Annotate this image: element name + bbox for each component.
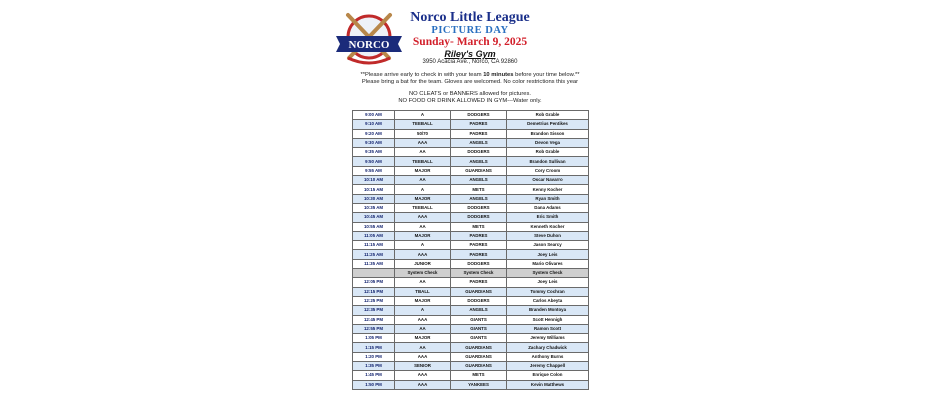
table-row: [353, 269, 589, 278]
table-row: [353, 371, 589, 380]
division-cell: A: [395, 185, 451, 194]
time-cell: 12:15 PM: [353, 287, 395, 296]
arrival-note: **Please arrive early to check in with your team 10 minutes before your time below.**: [360, 72, 580, 78]
table-row: [353, 259, 589, 268]
manager-cell: Carlos Abeyta: [507, 296, 589, 305]
time-cell: 10:55 AM: [353, 222, 395, 231]
manager-cell: Joey Leis: [507, 278, 589, 287]
team-cell: DODGERS: [451, 296, 507, 305]
time-cell: [353, 269, 395, 278]
time-cell: 1:05 PM: [353, 334, 395, 343]
time-cell: 1:15 PM: [353, 343, 395, 352]
division-cell: AA: [395, 176, 451, 185]
manager-cell: Brandon Sisson: [507, 129, 589, 138]
division-cell: A: [395, 306, 451, 315]
table-row: [353, 352, 589, 361]
event-title: PICTURE DAY: [431, 25, 509, 36]
division-cell: 50/70: [395, 129, 451, 138]
food-note: NO FOOD OR DRINK ALLOWED IN GYM---Water only.: [398, 98, 542, 104]
team-cell: PADRES: [451, 120, 507, 129]
table-row: [353, 185, 589, 194]
time-cell: 9:30 AM: [353, 138, 395, 147]
time-cell: 10:45 AM: [353, 213, 395, 222]
arrival-notes: [330, 72, 610, 86]
time-cell: 12:25 PM: [353, 296, 395, 305]
manager-cell: Rob Grable: [507, 111, 589, 120]
table-row: [353, 287, 589, 296]
team-cell: GIANTS: [451, 315, 507, 324]
manager-cell: Ramon Scott: [507, 324, 589, 333]
time-cell: 1:20 PM: [353, 352, 395, 361]
team-cell: PADRES: [451, 129, 507, 138]
restriction-notes: [330, 91, 610, 105]
manager-cell: Jeremy Chappell: [507, 362, 589, 371]
division-cell: A: [395, 241, 451, 250]
team-cell: PADRES: [451, 231, 507, 240]
division-cell: TBALL: [395, 287, 451, 296]
table-row: [353, 176, 589, 185]
team-cell: METS: [451, 222, 507, 231]
manager-cell: Scott Hennigh: [507, 315, 589, 324]
manager-cell: Brandon Sullivan: [507, 157, 589, 166]
time-cell: 11:05 AM: [353, 231, 395, 240]
manager-cell: Eric Smith: [507, 213, 589, 222]
table-row: [353, 306, 589, 315]
time-cell: 9:35 AM: [353, 148, 395, 157]
team-cell: PADRES: [451, 250, 507, 259]
team-cell: GUARDIANS: [451, 287, 507, 296]
division-cell: AAA: [395, 371, 451, 380]
division-cell: System Check: [395, 269, 451, 278]
time-cell: 12:55 PM: [353, 324, 395, 333]
table-row: [353, 231, 589, 240]
time-cell: 1:35 PM: [353, 362, 395, 371]
table-row: [353, 129, 589, 138]
division-cell: A: [395, 111, 451, 120]
team-cell: METS: [451, 371, 507, 380]
table-row: [353, 194, 589, 203]
manager-cell: Dana Adams: [507, 203, 589, 212]
division-cell: AA: [395, 343, 451, 352]
league-title: Norco Little League: [410, 10, 530, 25]
table-row: [353, 203, 589, 212]
division-cell: AA: [395, 148, 451, 157]
time-cell: 1:45 PM: [353, 371, 395, 380]
logo-text: NORCO: [348, 39, 390, 51]
time-cell: 12:35 PM: [353, 306, 395, 315]
table-row: [353, 213, 589, 222]
team-cell: ANGELS: [451, 306, 507, 315]
manager-cell: Oscar Navarro: [507, 176, 589, 185]
division-cell: TEEBALL: [395, 203, 451, 212]
team-cell: GUARDIANS: [451, 166, 507, 175]
division-cell: MAJOR: [395, 166, 451, 175]
team-cell: YANKEES: [451, 380, 507, 389]
manager-cell: Jeremy Williams: [507, 334, 589, 343]
time-cell: 10:10 AM: [353, 176, 395, 185]
manager-cell: Jason Searcy: [507, 241, 589, 250]
table-row: [353, 157, 589, 166]
manager-cell: Joey Leis: [507, 250, 589, 259]
table-row: [353, 324, 589, 333]
team-cell: ANGELS: [451, 176, 507, 185]
division-cell: MAJOR: [395, 334, 451, 343]
table-row: [353, 241, 589, 250]
team-cell: ANGELS: [451, 194, 507, 203]
time-cell: 11:35 AM: [353, 259, 395, 268]
team-cell: GUARDIANS: [451, 343, 507, 352]
manager-cell: Branden Montoya: [507, 306, 589, 315]
manager-cell: System Check: [507, 269, 589, 278]
table-row: [353, 166, 589, 175]
table-row: [353, 250, 589, 259]
manager-cell: Zachary Chadwick: [507, 343, 589, 352]
table-row: [353, 138, 589, 147]
division-cell: MAJOR: [395, 296, 451, 305]
table-row: [353, 278, 589, 287]
time-cell: 10:30 AM: [353, 194, 395, 203]
division-cell: AA: [395, 278, 451, 287]
time-cell: 11:25 AM: [353, 250, 395, 259]
table-row: [353, 222, 589, 231]
division-cell: TEEBALL: [395, 157, 451, 166]
equipment-note: Please bring a bat for the team. Gloves are welcomed. No color restrictions this year: [361, 79, 579, 85]
team-cell: PADRES: [451, 241, 507, 250]
division-cell: AAA: [395, 315, 451, 324]
table-row: [353, 343, 589, 352]
manager-cell: Cory Croom: [507, 166, 589, 175]
time-cell: 11:15 AM: [353, 241, 395, 250]
manager-cell: Kevin Matthews: [507, 380, 589, 389]
division-cell: AAA: [395, 352, 451, 361]
team-cell: DODGERS: [451, 111, 507, 120]
table-row: [353, 111, 589, 120]
time-cell: 9:50 AM: [353, 157, 395, 166]
division-cell: SENIOR: [395, 362, 451, 371]
division-cell: TEEBALL: [395, 120, 451, 129]
division-cell: MAJOR: [395, 231, 451, 240]
team-cell: DODGERS: [451, 259, 507, 268]
manager-cell: Demetrius Pentikes: [507, 120, 589, 129]
manager-cell: Steve Duhon: [507, 231, 589, 240]
division-cell: AAA: [395, 380, 451, 389]
picture-schedule-table: [352, 110, 589, 390]
team-cell: PADRES: [451, 278, 507, 287]
team-cell: System Check: [451, 269, 507, 278]
time-cell: 12:05 PM: [353, 278, 395, 287]
manager-cell: Ryan Smith: [507, 194, 589, 203]
time-cell: 1:50 PM: [353, 380, 395, 389]
time-cell: 9:10 AM: [353, 120, 395, 129]
table-row: [353, 334, 589, 343]
cleats-note: NO CLEATS or BANNERS allowed for pictures.: [409, 91, 531, 97]
venue-address: 3950 Acacia Ave., Norco, CA 92860: [422, 59, 518, 65]
time-cell: 10:35 AM: [353, 203, 395, 212]
team-cell: DODGERS: [451, 203, 507, 212]
team-cell: GUARDIANS: [451, 352, 507, 361]
time-cell: 9:55 AM: [353, 166, 395, 175]
table-row: [353, 380, 589, 389]
division-cell: MAJOR: [395, 194, 451, 203]
venue-name: Riley's Gym: [444, 49, 496, 59]
event-date: Sunday- March 9, 2025: [412, 36, 528, 48]
table-row: [353, 148, 589, 157]
manager-cell: Kenneth Kocher: [507, 222, 589, 231]
time-cell: 12:45 PM: [353, 315, 395, 324]
team-cell: ANGELS: [451, 157, 507, 166]
table-row: [353, 296, 589, 305]
division-cell: AA: [395, 222, 451, 231]
manager-cell: Rob Grable: [507, 148, 589, 157]
division-cell: AAA: [395, 138, 451, 147]
table-row: [353, 315, 589, 324]
team-cell: DODGERS: [451, 148, 507, 157]
division-cell: AAA: [395, 213, 451, 222]
manager-cell: Devon Vega: [507, 138, 589, 147]
table-row: [353, 362, 589, 371]
team-cell: METS: [451, 185, 507, 194]
team-cell: GIANTS: [451, 324, 507, 333]
time-cell: 10:15 AM: [353, 185, 395, 194]
team-cell: GIANTS: [451, 334, 507, 343]
division-cell: AAA: [395, 250, 451, 259]
team-cell: DODGERS: [451, 213, 507, 222]
manager-cell: Anthony Burns: [507, 352, 589, 361]
table-row: [353, 120, 589, 129]
manager-cell: Enrique Colon: [507, 371, 589, 380]
division-cell: AA: [395, 324, 451, 333]
team-cell: GUARDIANS: [451, 362, 507, 371]
manager-cell: Kenny Kocher: [507, 185, 589, 194]
manager-cell: Mario Olivares: [507, 259, 589, 268]
time-cell: 9:00 AM: [353, 111, 395, 120]
manager-cell: Tommy Cochran: [507, 287, 589, 296]
team-cell: ANGELS: [451, 138, 507, 147]
division-cell: JUNIOR: [395, 259, 451, 268]
time-cell: 9:20 AM: [353, 129, 395, 138]
